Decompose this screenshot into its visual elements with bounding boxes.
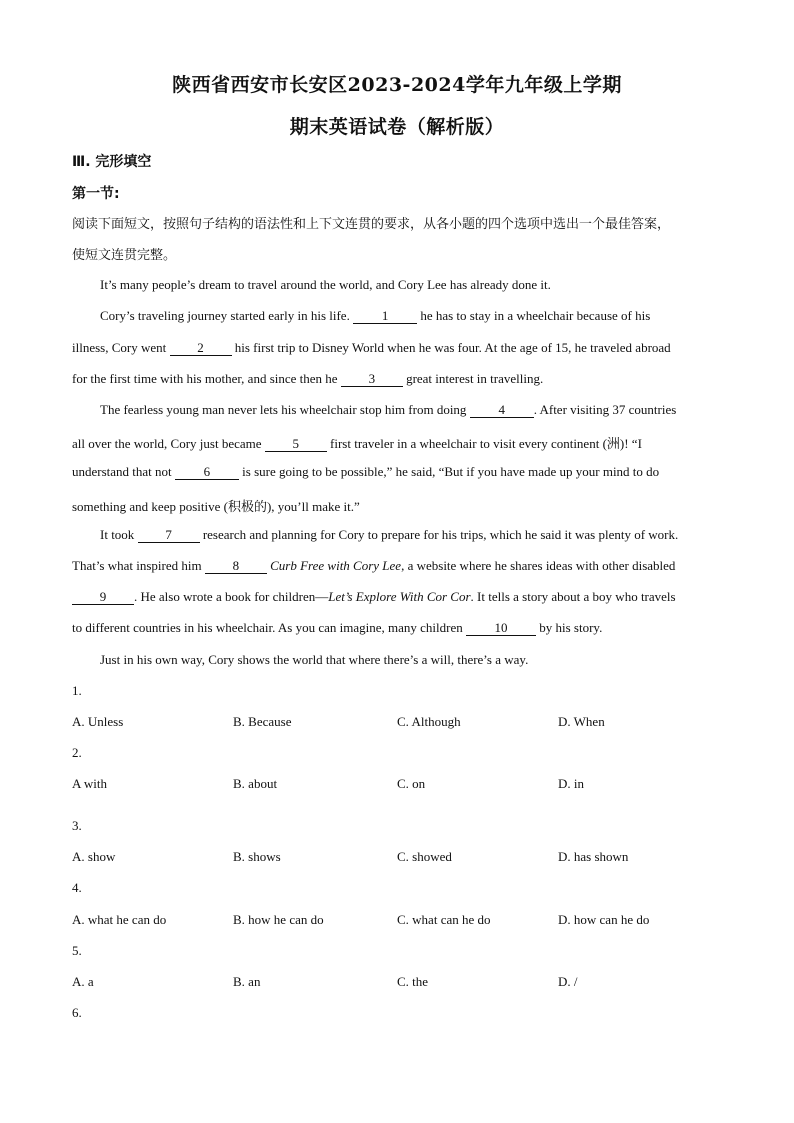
option-c: C. showed xyxy=(397,849,452,864)
option-c: C. on xyxy=(397,776,426,791)
text: for the first time with his mother, and since then he xyxy=(72,371,341,386)
text: That’s what inspired him xyxy=(72,558,205,573)
option-d: D. has shown xyxy=(558,849,629,864)
option-b: B. an xyxy=(233,974,261,989)
question-number: 1. xyxy=(72,683,82,698)
option-d: D. how can he do xyxy=(558,912,650,927)
text: The fearless young man never lets his wheelchair stop him from doing xyxy=(100,402,470,417)
text: . It tells a story about a boy who travels xyxy=(470,589,676,604)
option-a: A with xyxy=(72,776,108,791)
blank-10: 10 xyxy=(466,621,536,636)
title-line-1: 陕西省西安市长安区2023-2024学年九年级上学期 xyxy=(172,74,622,96)
book-title: Let’s Explore With Cor Cor xyxy=(328,589,471,604)
blank-6: 6 xyxy=(175,465,239,480)
option-b: B. how he can do xyxy=(233,912,324,927)
passage-line xyxy=(100,527,678,543)
question-number: 3. xyxy=(72,818,82,833)
passage-line xyxy=(100,402,676,418)
website-title: Curb Free with Cory Lee xyxy=(270,558,402,573)
text: . He also wrote a book for children— xyxy=(134,589,329,604)
blank-3: 3 xyxy=(341,372,403,387)
text: is sure going to be possible,” he said, “But if you have made up your mind to do xyxy=(238,464,660,479)
text: by his story. xyxy=(536,620,603,635)
blank-5: 5 xyxy=(265,437,327,452)
instructions-line-2: 使短文连贯完整。 xyxy=(72,248,177,263)
passage-line xyxy=(72,340,671,356)
option-a: A. show xyxy=(72,849,116,864)
option-a: A. a xyxy=(72,974,94,989)
passage-line xyxy=(100,308,650,324)
option-a: A. what he can do xyxy=(72,912,167,927)
instructions-line-1: 阅读下面短文，按照句子结构的语法性和上下文连贯的要求，从各小题的四个选项中选出一个最佳答案， xyxy=(72,217,671,232)
option-c: C. the xyxy=(397,974,429,989)
option-b: B. shows xyxy=(233,849,281,864)
option-d: D. / xyxy=(558,974,578,989)
option-c: C. what can he do xyxy=(397,912,491,927)
text: first traveler in a wheelchair to visit every continent (洲)! “I xyxy=(326,436,642,451)
passage-line xyxy=(72,433,642,452)
text: great interest in travelling. xyxy=(402,371,544,386)
part-heading: 第一节: xyxy=(72,186,120,202)
text: he has to stay in a wheelchair because of his xyxy=(417,308,651,323)
text: all over the world, Cory just became xyxy=(72,436,265,451)
option-a: A. Unless xyxy=(72,714,124,729)
question-number: 4. xyxy=(72,880,82,895)
passage-line xyxy=(72,589,676,605)
section-heading: Ⅲ. 完形填空 xyxy=(72,154,152,170)
passage-line xyxy=(72,558,675,574)
blank-8: 8 xyxy=(205,559,267,574)
passage-last-line: Just in his own way, Cory shows the world that where there’s a will, there’s a way. xyxy=(100,652,529,667)
question-number: 6. xyxy=(72,1005,82,1020)
blank-9: 9 xyxy=(72,590,134,605)
option-d: D. in xyxy=(558,776,584,791)
text: understand that not xyxy=(72,464,175,479)
option-c: C. Although xyxy=(397,714,461,729)
text: to different countries in his wheelchair. As you can imagine, many children xyxy=(72,620,466,635)
passage-line xyxy=(72,371,543,387)
blank-7: 7 xyxy=(138,528,200,543)
option-d: D. When xyxy=(558,714,605,729)
question-number: 2. xyxy=(72,745,82,760)
text: It took xyxy=(100,527,138,542)
blank-4: 4 xyxy=(470,403,534,418)
blank-2: 2 xyxy=(170,341,232,356)
option-b: B. Because xyxy=(233,714,292,729)
text: research and planning for Cory to prepare for his trips, which he said it was plenty of work. xyxy=(199,527,679,542)
passage-line xyxy=(72,620,602,636)
question-number: 5. xyxy=(72,943,82,958)
blank-1: 1 xyxy=(353,309,417,324)
text: illness, Cory went xyxy=(72,340,170,355)
text: Cory’s traveling journey started early in his life. xyxy=(100,308,354,323)
passage-line: something and keep positive (积极的), you’ll make it.” xyxy=(72,499,360,514)
text: his first trip to Disney World when he was four. At the age of 15, he traveled abroad xyxy=(231,340,671,355)
text: . After visiting 37 countries xyxy=(533,402,677,417)
title-line-2: 期末英语试卷（解析版） xyxy=(289,116,505,138)
passage-paragraph-1: It’s many people’s dream to travel around the world, and Cory Lee has already done it. xyxy=(100,277,551,292)
option-b: B. about xyxy=(233,776,278,791)
passage-line xyxy=(72,464,659,480)
text: , a website where he shares ideas with other disabled xyxy=(401,558,676,573)
